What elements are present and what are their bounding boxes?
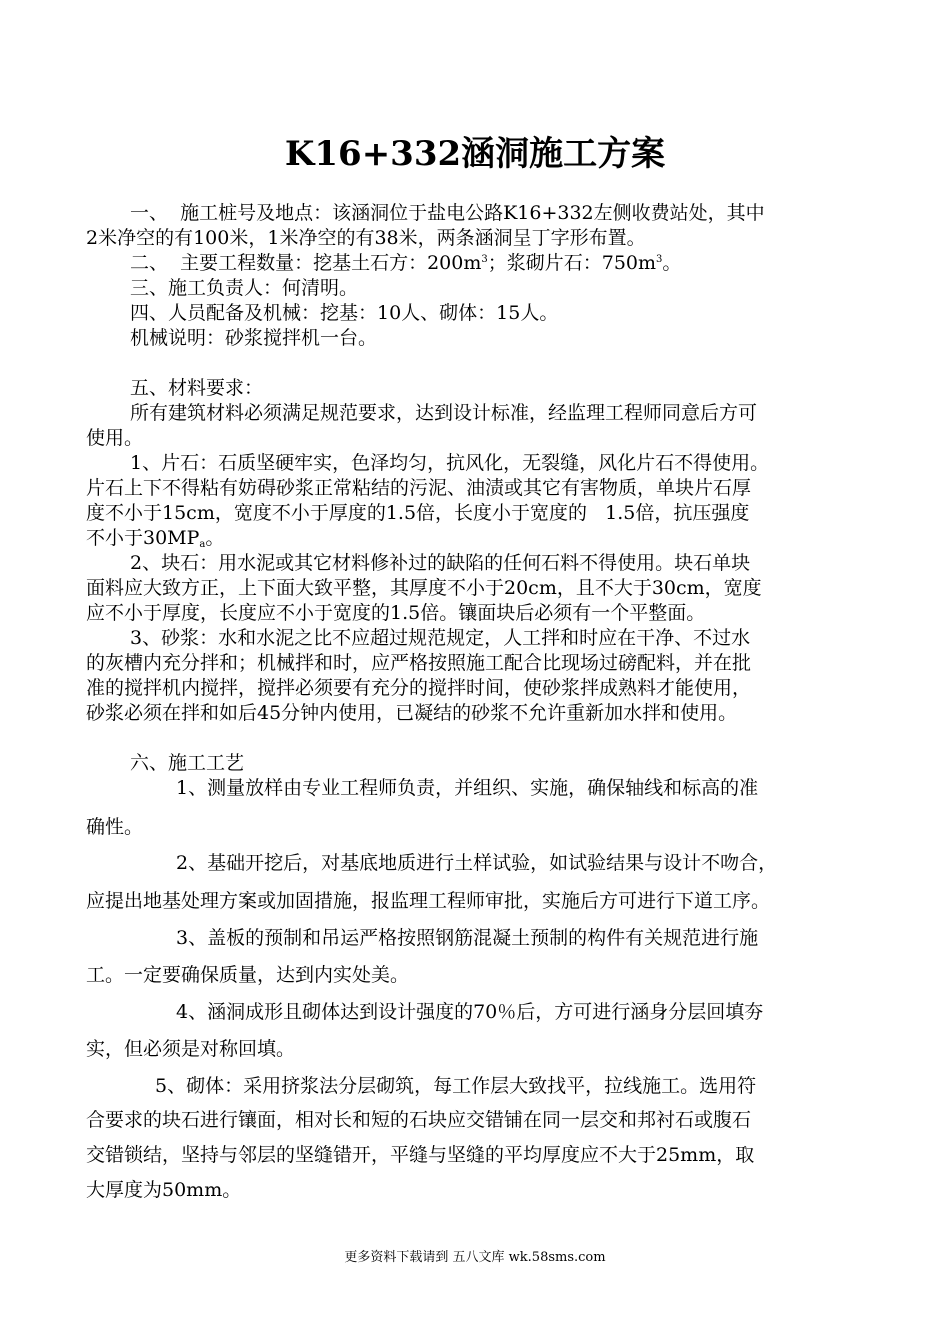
item-5-3-line-2: 的灰槽内充分拌和；机械拌和时，应严格按照施工配合比现场过磅配料，并在批 bbox=[86, 652, 752, 674]
item-5-1-line-1: 1、片石：石质坚硬牢实，色泽均匀，抗风化，无裂缝，风化片石不得使用。 bbox=[130, 452, 770, 474]
machinery-line: 机械说明：砂浆搅拌机一台。 bbox=[130, 327, 378, 349]
item-5-2-line-2: 面料应大致方正，上下面大致平整，其厚度不小于20cm，且不大于30cm，宽度 bbox=[86, 577, 762, 599]
item-6-1-line-2: 确性。 bbox=[86, 816, 144, 838]
section-1-line-2: 2米净空的有100米，1米净空的有38米，两条涵洞呈丁字形布置。 bbox=[86, 227, 646, 249]
document-title: K16+332涵洞施工方案 bbox=[284, 134, 666, 174]
quantity-masonry: ；浆砌片石：750m bbox=[487, 252, 657, 274]
item-6-5-line-3: 交错锁结，坚持与邻层的坚缝错开，平缝与坚缝的平均厚度应不大于25mm，取 bbox=[86, 1144, 755, 1166]
footer-text: 更多资料下载请到 五八文库 wk.58sms.com bbox=[344, 1250, 606, 1265]
item-6-4-line-1: 4、涵洞成形且砌体达到设计强度的70％后，方可进行涵身分层回填夯 bbox=[176, 1001, 764, 1023]
item-5-2-line-1: 2、块石：用水泥或其它材料修补过的缺陷的任何石料不得使用。块石单块 bbox=[130, 552, 751, 574]
item-6-1-line-1: 1、测量放样由专业工程师负责，并组织、实施，确保轴线和标高的准 bbox=[176, 777, 759, 799]
item-6-3-line-2: 工。一定要确保质量，达到内实处美。 bbox=[86, 964, 410, 986]
item-5-2-line-3: 应不小于厚度，长度应不小于宽度的1.5倍。镶面块后必须有一个平整面。 bbox=[86, 602, 706, 624]
item-5-1-line-4 bbox=[86, 526, 224, 550]
section-5-line-2: 使用。 bbox=[86, 427, 144, 449]
punctuation: 。 bbox=[662, 252, 682, 274]
item-5-3-line-1: 3、砂浆：水和水泥之比不应超过规范规定，人工拌和时应在干净、不过水 bbox=[130, 627, 751, 649]
section-6-heading: 六、施工工艺 bbox=[130, 752, 245, 774]
section-4-line: 四、人员配备及机械：挖基：10人、砌体：15人。 bbox=[130, 302, 559, 324]
item-6-5-line-4: 大厚度为50mm。 bbox=[86, 1179, 242, 1201]
section-1-line-1: 一、 施工桩号及地点：该涵洞位于盐电公路K16+332左侧收费站处，其中 bbox=[130, 202, 765, 224]
unit-subscript: a bbox=[199, 539, 206, 550]
item-6-3-line-1: 3、盖板的预制和吊运严格按照钢筋混凝土预制的构件有关规范进行施 bbox=[176, 927, 759, 949]
item-5-3-line-4: 砂浆必须在拌和如后45分钟内使用，已凝结的砂浆不允许重新加水拌和使用。 bbox=[86, 702, 738, 724]
item-5-3-line-3: 准的搅拌机内搅拌，搅拌必须要有充分的搅拌时间，使砂浆拌成熟料才能使用， bbox=[86, 677, 752, 699]
item-6-4-line-2: 实，但必须是对称回填。 bbox=[86, 1038, 296, 1060]
strength-text: 不小于30MP bbox=[86, 527, 200, 549]
item-6-5-line-2: 合要求的块石进行镶面，相对长和短的石块应交错铺在同一层交和邦衬石或腹石 bbox=[86, 1109, 752, 1131]
item-6-2-line-2: 应提出地基处理方案或加固措施，报监理工程师审批，实施后方可进行下道工序。 bbox=[86, 890, 771, 912]
unit-superscript: 3 bbox=[481, 254, 488, 265]
punctuation: 。 bbox=[205, 527, 225, 549]
section-3-line: 三、施工负责人：何清明。 bbox=[130, 277, 359, 299]
section-2-line bbox=[130, 251, 681, 275]
item-6-2-line-1: 2、基础开挖后，对基底地质进行土样试验，如试验结果与设计不吻合， bbox=[176, 852, 778, 874]
section-5-heading: 五、材料要求： bbox=[130, 377, 264, 399]
quantity-earthwork: 二、 主要工程数量：挖基土石方：200m bbox=[130, 252, 482, 274]
section-5-line-1: 所有建筑材料必须满足规范要求，达到设计标准，经监理工程师同意后方可 bbox=[130, 402, 758, 424]
item-5-1-line-2: 片石上下不得粘有妨碍砂浆正常粘结的污泥、油渍或其它有害物质，单块片石厚 bbox=[86, 477, 752, 499]
unit-superscript: 3 bbox=[656, 254, 663, 265]
item-5-1-line-3: 度不小于15cm，宽度不小于厚度的1.5倍，长度小于宽度的 1.5倍，抗压强度 bbox=[86, 502, 750, 524]
item-6-5-line-1: 5、砌体：采用挤浆法分层砌筑，每工作层大致找平，拉线施工。选用符 bbox=[155, 1075, 757, 1097]
